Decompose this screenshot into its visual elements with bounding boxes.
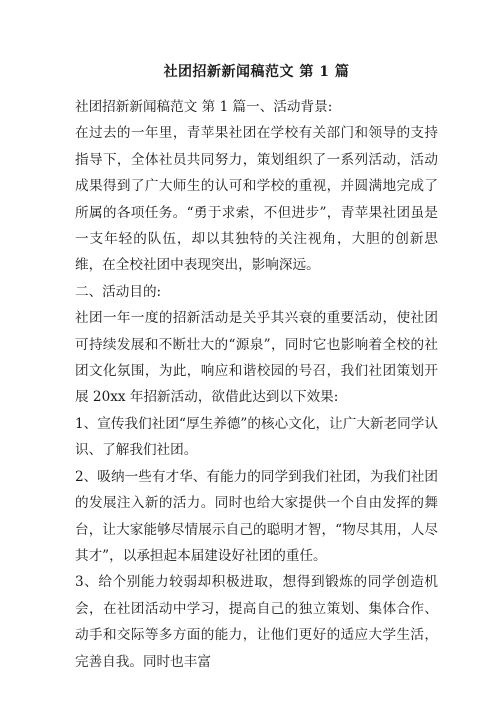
paragraph-item-1: 1、宣传我们社团“厚生养德”的核心文化，让广大新老同学认识、了解我们社团。 bbox=[75, 415, 438, 459]
document-title: 社团招新新闻稿范文 第 1 篇 bbox=[163, 64, 350, 80]
paragraph-purpose: 社团一年一度的招新活动是关乎其兴衰的重要活动，使社团可持续发展和不断壮大的“源泉”，同时它也影响着全校的社团文化氛围，为此，响应和谐校园的号召，我们社团策划开展 20xx 年招新活动，欲借此达到以下效果: bbox=[75, 310, 438, 406]
paragraph-intro: 社团招新新闻稿范文 第 1 篇一、活动背景: bbox=[75, 99, 333, 115]
paragraph-heading-purpose: 二、活动目的: bbox=[75, 283, 162, 300]
paragraph-background: 在过去的一年里，青苹果社团在学校有关部门和领导的支持指导下，全体社员共同努力，策划组织了一系列活动，活动成果得到了广大师生的认可和学校的重视，并圆满地完成了所属的各项任务。“勇于求索，不但进步”，青苹果社团虽是一支年轻的队伍，却以其独特的关注视角，大胆的创新思维，在全校社团中表现突出，影响深远。 bbox=[75, 125, 438, 274]
paragraph-item-3: 3、给个别能力较弱却积极进取，想得到锻炼的同学创造机会，在社团活动中学习，提高自己的独立策划、集体合作、动手和交际等多方面的能力，让他们更好的适应大学生活，完善自我。同时也丰富 bbox=[75, 574, 438, 670]
paragraph-item-2: 2、吸纳一些有才华、有能力的同学到我们社团，为我们社团的发展注入新的活力。同时也给大家提供一个自由发挥的舞台，让大家能够尽情展示自己的聪明才智，“物尽其用，人尽其才”，以承担起本届建设好社团的重任。 bbox=[75, 468, 438, 564]
